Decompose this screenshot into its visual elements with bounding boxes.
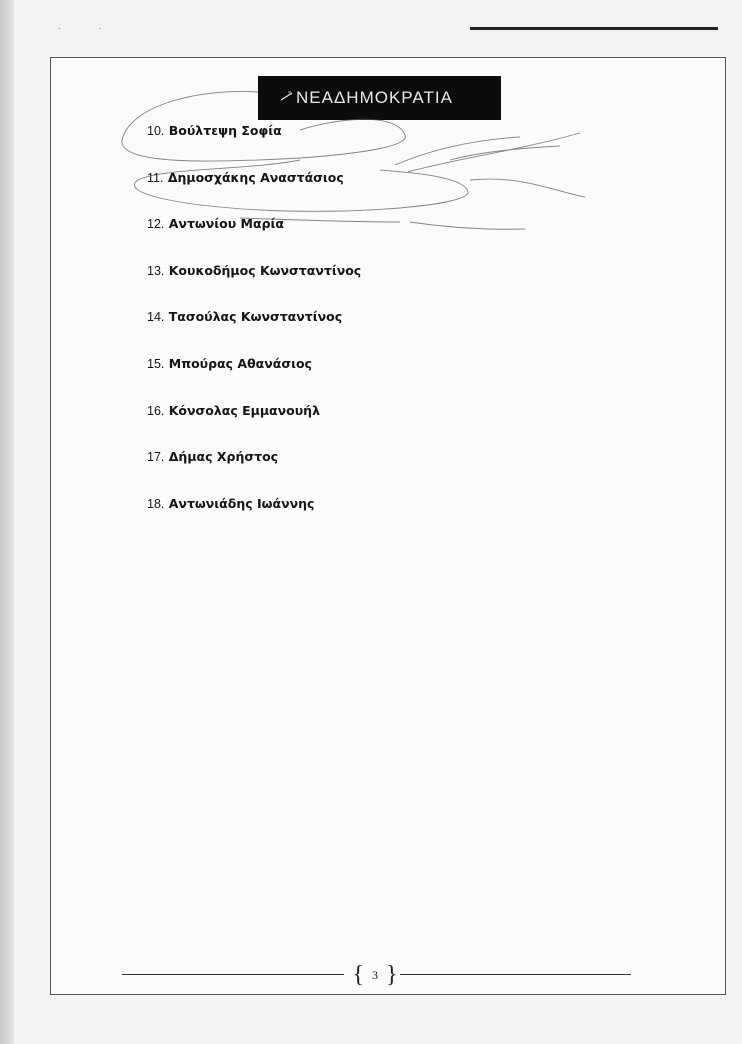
list-item	[147, 447, 361, 494]
list-item	[147, 354, 361, 401]
list-item-name: Βούλτεψη Σοφία	[168, 123, 282, 138]
list-item	[147, 307, 361, 354]
list-item-number: 11.	[147, 170, 164, 185]
page-number	[348, 962, 402, 988]
page-number-value: 3	[372, 967, 378, 982]
list-item-name: Μπούρας Αθανάσιος	[168, 355, 312, 371]
list-item	[147, 494, 361, 541]
list-item-name: Δημοσχάκης Αναστάσιος	[167, 169, 344, 185]
list-item-name: Δήμας Χρήστος	[168, 449, 279, 465]
scan-specks: ··	[58, 24, 140, 33]
footer-rule-left	[122, 974, 344, 975]
list-item-name: Κουκοδήμος Κωνσταντίνος	[168, 262, 362, 278]
list-item-number: 16.	[147, 403, 165, 418]
list-item	[147, 214, 361, 261]
list-item-number: 14.	[147, 310, 165, 325]
list-item-number: 12.	[147, 217, 165, 232]
list-item	[147, 401, 361, 448]
list-item-name: Αντωνίου Μαρία	[168, 216, 284, 232]
handwritten-signature	[0, 0, 742, 300]
list-item-number: 18.	[147, 496, 165, 511]
list-item-number: 13.	[147, 263, 165, 278]
list-item	[147, 121, 361, 168]
list-item	[147, 168, 361, 215]
list-item-name: Αντωνιάδης Ιωάννης	[168, 495, 315, 511]
list-item	[147, 261, 361, 308]
list-item-number: 10.	[147, 124, 165, 138]
list-item-number: 15.	[147, 356, 165, 371]
list-item-number: 17.	[147, 450, 165, 465]
logo-text: ΝΕΑΔΗΜΟΚΡΑΤΙΑ	[296, 88, 453, 107]
member-list	[147, 121, 361, 540]
list-item-name: Τασούλας Κωνσταντίνος	[168, 309, 343, 325]
left-brace: {	[352, 962, 364, 988]
list-item-name: Κόνσολας Εμμανουήλ	[168, 402, 320, 418]
right-brace: }	[386, 962, 398, 988]
footer-rule-right	[400, 974, 631, 975]
